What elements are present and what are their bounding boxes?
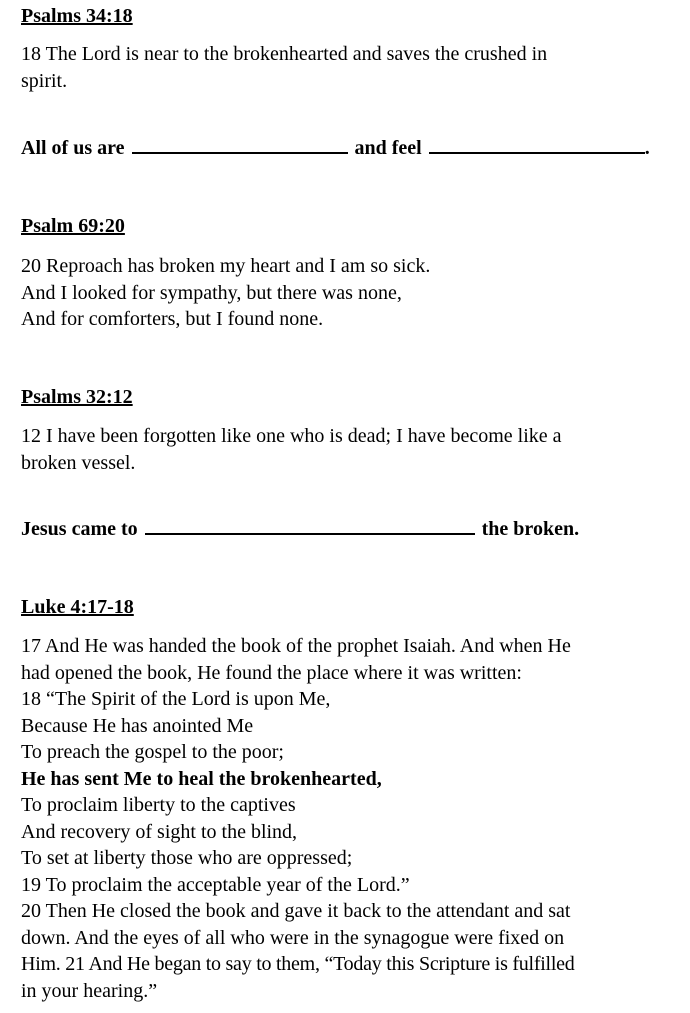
- verse-line: 20 Reproach has broken my heart and I am so sick.: [21, 255, 431, 277]
- verse-line-emphasis: He has sent Me to heal the brokenhearted,: [21, 767, 382, 790]
- verse-line: 12 I have been forgotten like one who is dead; I have become like a: [21, 425, 562, 447]
- answer-blank[interactable]: [145, 515, 475, 535]
- verse-line: broken vessel.: [21, 451, 136, 474]
- verse-text: [21, 423, 681, 476]
- section-heading: Luke 4:17-18: [21, 596, 134, 618]
- section-psalms-32-12: [21, 384, 133, 410]
- section-psalm-69-20: [21, 213, 125, 239]
- verse-line: To proclaim liberty to the captives: [21, 794, 296, 816]
- section-heading: Psalms 34:18: [21, 5, 133, 27]
- answer-blank[interactable]: [132, 134, 348, 154]
- verse-text: [21, 41, 681, 94]
- verse-line: had opened the book, He found the place where it was written:: [21, 661, 522, 684]
- verse-line: And I looked for sympathy, but there was none,: [21, 281, 402, 304]
- fill-in-text: Jesus came to: [21, 518, 138, 540]
- fill-in-text: .: [644, 137, 650, 159]
- verse-line: Him. 21 And He began to say to them, “Today this Scripture is fulfilled: [21, 953, 575, 975]
- fill-in-text: and feel: [354, 137, 422, 159]
- section-luke-4-17-18: [21, 594, 134, 620]
- verse-line: To preach the gospel to the poor;: [21, 741, 284, 763]
- verse-line: 18 The Lord is near to the brokenhearted and saves the crushed in: [21, 43, 548, 65]
- section-psalms-34-18: [21, 3, 133, 29]
- verse-line: in your hearing.”: [21, 979, 158, 1002]
- verse-line: 17 And He was handed the book of the prophet Isaiah. And when He: [21, 635, 571, 657]
- verse-line: Because He has anointed Me: [21, 714, 254, 737]
- answer-blank[interactable]: [429, 134, 645, 154]
- verse-line: 19 To proclaim the acceptable year of the Lord.”: [21, 873, 410, 896]
- verse-line: spirit.: [21, 69, 68, 92]
- verse-text: [21, 253, 681, 333]
- verse-text: [21, 633, 681, 1004]
- section-heading: Psalms 32:12: [21, 386, 133, 408]
- verse-line: 18 “The Spirit of the Lord is upon Me,: [21, 688, 331, 710]
- verse-line: 20 Then He closed the book and gave it back to the attendant and sat: [21, 900, 571, 922]
- fill-in-statement: [21, 515, 579, 542]
- fill-in-text: All of us are: [21, 137, 125, 159]
- fill-in-statement: [21, 134, 650, 161]
- fill-in-text: the broken.: [481, 518, 580, 540]
- verse-line: And for comforters, but I found none.: [21, 308, 324, 330]
- verse-line: And recovery of sight to the blind,: [21, 820, 298, 843]
- section-heading: Psalm 69:20: [21, 215, 125, 237]
- verse-line: To set at liberty those who are oppressed;: [21, 847, 353, 869]
- verse-line: down. And the eyes of all who were in the synagogue were fixed on: [21, 926, 565, 949]
